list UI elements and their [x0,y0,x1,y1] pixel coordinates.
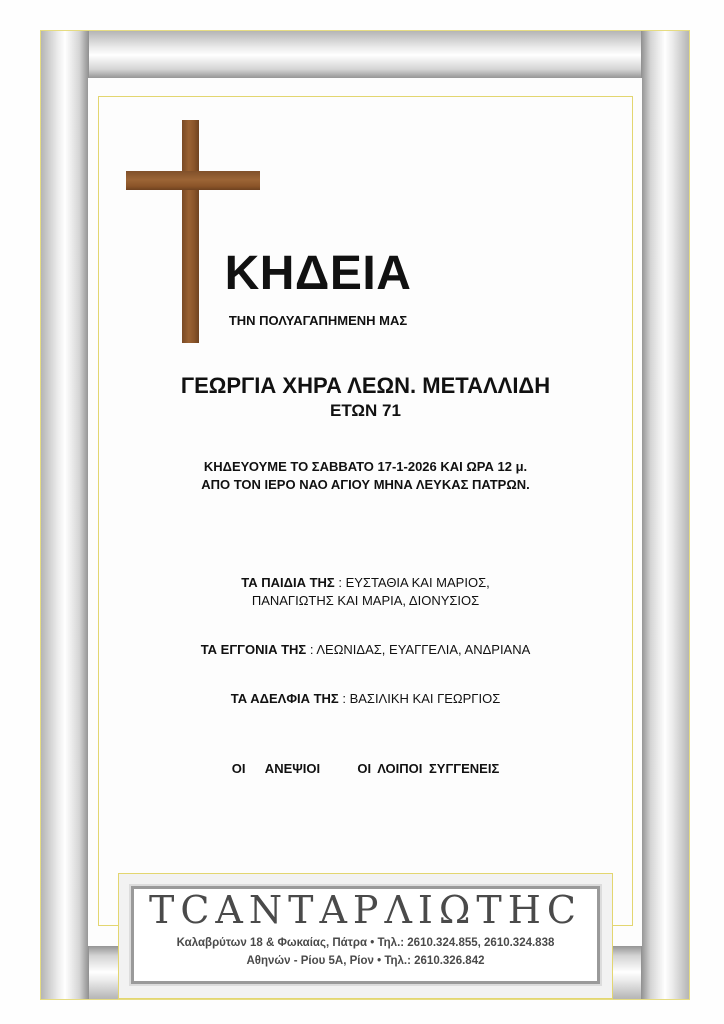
cross-icon-horizontal [126,171,260,190]
funeral-details [98,458,633,494]
grandchildren-label: ΤΑ ΕΓΓΟΝΙΑ ΤΗΣ [200,642,307,657]
inner-gold-border [98,96,633,926]
deceased-name: ΓΕΩΡΓΙΑ ΧΗΡΑ ΛΕΩΝ. ΜΕΤΑΛΛΙΔΗ [180,373,551,398]
notice-title: ΚΗΔΕΙΑ [224,247,412,300]
notice-subtitle: ΤΗΝ ΠΟΛΥΑΓΑΠΗΜΕΝΗ ΜΑΣ [228,313,408,328]
footer-address-1: Καλαβρύτων 18 & Φωκαίας, Πάτρα • Τηλ.: 2610.324.855, 2610.324.838 [176,937,555,949]
other-relatives-label: ΟΙ ΛΟΙΠΟΙ ΣΥΓΓΕΝΕΙΣ [357,761,500,776]
siblings-label: ΤΑ ΑΔΕΛΦΙΑ ΤΗΣ [230,691,339,706]
deceased-age: ΕΤΩΝ 71 [330,401,401,420]
frame-bar-top [41,31,689,79]
children-names-2: ΠΑΝΑΓΙΩΤΗΣ ΚΑΙ ΜΑΡΙΑ, ΔΙΟΝΥΣΙΟΣ [251,593,480,608]
siblings-names: : ΒΑΣΙΛΙΚΗ ΚΑΙ ΓΕΩΡΓΙΟΣ [338,691,501,706]
grandchildren-section [98,641,633,659]
grandchildren-names: : ΛΕΩΝΙΔΑΣ, ΕΥΑΓΓΕΛΙΑ, ΑΝΔΡΙΑΝΑ [306,642,531,657]
funeral-date-time: ΚΗΔΕΥΟΥΜΕ ΤΟ ΣΑΒΒΑΤΟ 17-1-2026 ΚΑΙ ΩΡΑ 12 μ. [203,459,528,474]
children-section [98,574,633,610]
siblings-section [98,690,633,708]
other-relatives [98,761,633,776]
nephews-label: ΟΙ ΑΝΕΨΙΟΙ [231,761,321,776]
footer-address-2: Αθηνών - Ρίου 5Α, Ρίον • Τηλ.: 2610.326.842 [246,955,485,967]
cross-icon-vertical [182,120,199,343]
funeral-location: ΑΠΟ ΤΟΝ ΙΕΡΟ ΝΑΟ ΑΓΙΟΥ ΜΗΝΑ ΛΕΥΚΑΣ ΠΑΤΡΩΝ. [201,477,530,492]
frame-bar-right [641,31,689,999]
funeral-home-brand: ΤϹΑΝΤΑΡΛΙΩΤΗϹ [149,888,582,932]
frame-bar-left [41,31,89,999]
children-names-1: : ΕΥΣΤΑΘΙΑ ΚΑΙ ΜΑΡΙΟΣ, [334,575,490,590]
children-label: ΤΑ ΠΑΙΔΙΑ ΤΗΣ [241,575,335,590]
